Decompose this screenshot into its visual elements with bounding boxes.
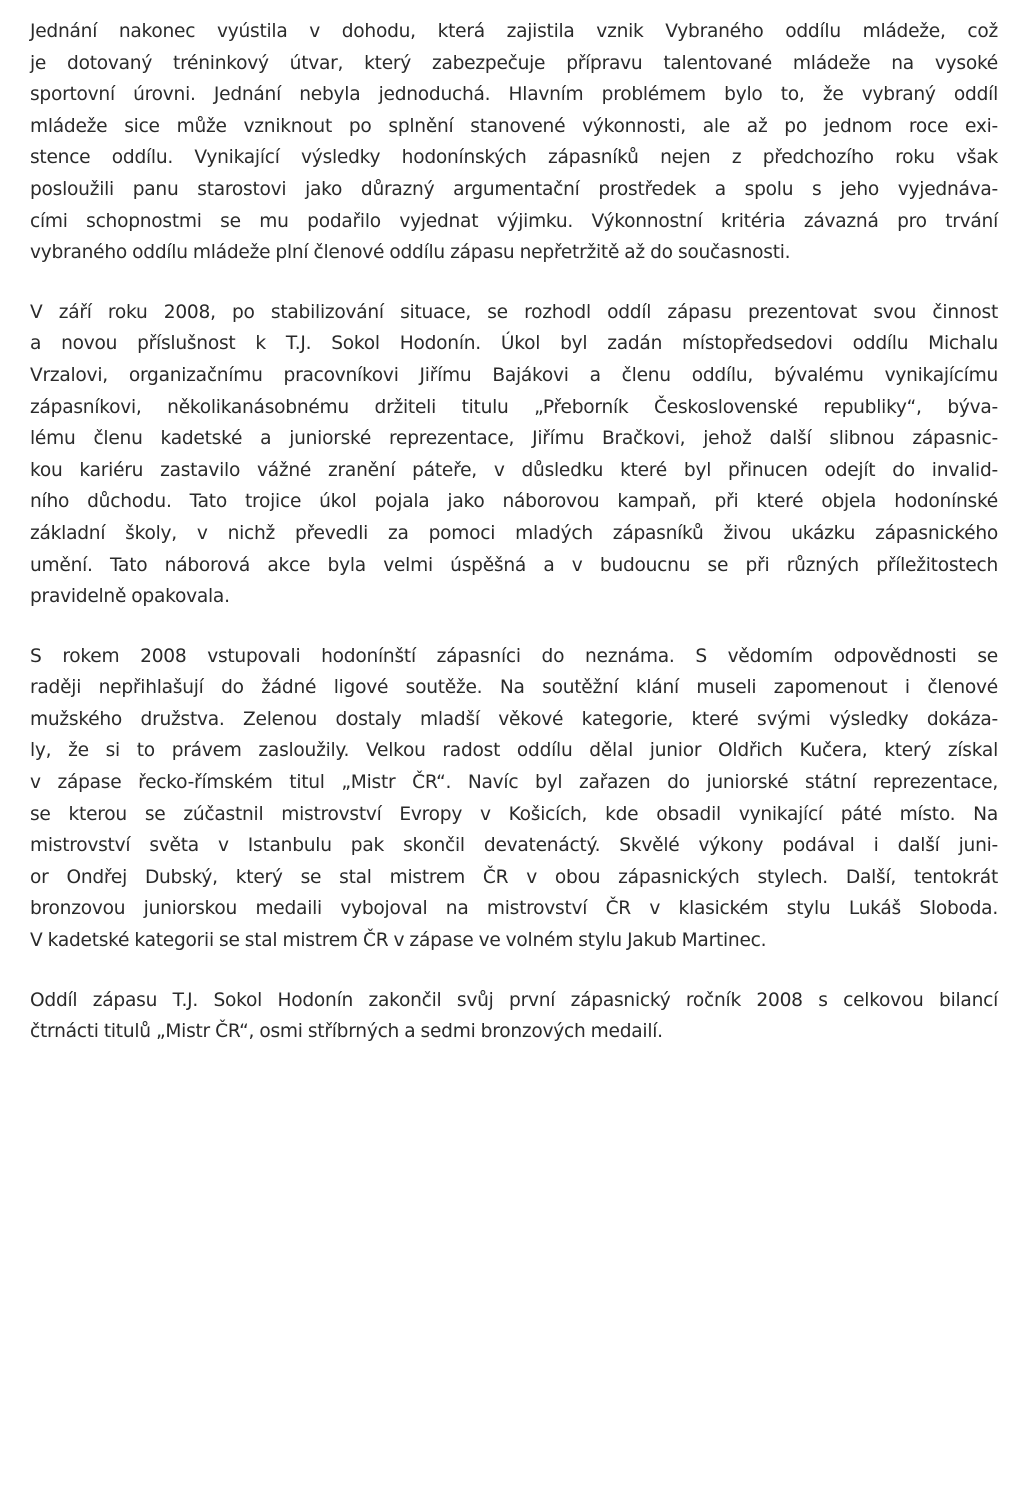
text-line: lému členu kadetské a juniorské reprezentace, Jiřímu Bračkovi, jehož další slibnou zápasnic- — [30, 428, 998, 450]
text-line: Oddíl zápasu T.J. Sokol Hodonín zakončil svůj první zápasnický ročník 2008 s celkovou bilancí — [30, 989, 998, 1011]
text-line: kou kariéru zastavilo vážné zranění páteře, v důsledku které byl přinucen odejít do invalid- — [30, 459, 998, 481]
text-line: S rokem 2008 vstupovali hodonínští zápasníci do neznáma. S vědomím odpovědnosti se — [30, 645, 998, 667]
text-line: stence oddílu. Vynikající výsledky hodonínských zápasníků nejen z předchozího roku však — [30, 147, 998, 169]
text-line: mládeže sice může vzniknout po splnění stanovené výkonnosti, ale až po jednom roce exi- — [30, 115, 998, 137]
text-line: základní školy, v nichž převedli za pomoci mladých zápasníků živou ukázku zápasnického — [30, 522, 998, 544]
text-line: posloužili panu starostovi jako důrazný argumentační prostředek a spolu s jeho vyjednáva- — [30, 178, 998, 200]
text-line: sportovní úrovni. Jednání nebyla jednoduchá. Hlavním problémem bylo to, že vybraný oddíl — [30, 84, 998, 106]
text-line: se kterou se zúčastnil mistrovství Evropy v Košicích, kde obsadil vynikající páté místo. Na — [30, 803, 998, 825]
text-line: or Ondřej Dubský, který se stal mistrem ČR v obou zápasnických stylech. Další, tentokrát — [30, 866, 998, 888]
text-line: umění. Tato náborová akce byla velmi úspěšná a v budoucnu se při různých příležitostech — [30, 554, 998, 576]
text-line: Vrzalovi, organizačnímu pracovníkovi Jiřímu Bajákovi a členu oddílu, bývalému vynikajícímu — [30, 364, 998, 386]
text-line: cími schopnostmi se mu podařilo vyjednat výjimku. Výkonnostní kritéria závazná pro trvání — [30, 210, 998, 232]
text-line: mužského družstva. Zelenou dostaly mladší věkové kategorie, které svými výsledky dokáza- — [30, 708, 998, 730]
text-line: zápasníkovi, několikanásobnému držiteli titulu „Přeborník Československé republiky“, býva- — [30, 396, 998, 418]
document-page — [30, 16, 998, 1076]
text-line: a novou příslušnost k T.J. Sokol Hodonín. Úkol byl zadán místopředsedovi oddílu Michalu — [30, 333, 998, 355]
paragraph-4 — [30, 985, 998, 1048]
paragraph-1 — [30, 16, 998, 269]
text-line: čtrnácti titulů „Mistr ČR“, osmi stříbrných a sedmi bronzových medailí. — [30, 1021, 663, 1043]
text-line: vybraného oddílu mládeže plní členové oddílu zápasu nepřetržitě až do současnosti. — [30, 242, 791, 264]
text-line: pravidelně opakovala. — [30, 586, 230, 608]
text-line: ního důchodu. Tato trojice úkol pojala jako náborovou kampaň, při které objela hodonínské — [30, 491, 998, 513]
text-line: bronzovou juniorskou medaili vybojoval na mistrovství ČR v klasickém stylu Lukáš Sloboda. — [30, 898, 998, 920]
text-line: V září roku 2008, po stabilizování situace, se rozhodl oddíl zápasu prezentovat svou činnost — [30, 301, 998, 323]
text-line: je dotovaný tréninkový útvar, který zabezpečuje přípravu talentované mládeže na vysoké — [30, 52, 998, 74]
paragraph-2 — [30, 297, 998, 613]
text-line: ly, že si to právem zasloužily. Velkou radost oddílu dělal junior Oldřich Kučera, který získal — [30, 740, 998, 762]
text-line: mistrovství světa v Istanbulu pak skončil devatenáctý. Skvělé výkony podával i další juni- — [30, 835, 998, 857]
text-line: V kadetské kategorii se stal mistrem ČR v zápase ve volném stylu Jakub Martinec. — [30, 930, 767, 952]
text-line: raději nepřihlašují do žádné ligové soutěže. Na soutěžní klání museli zapomenout i členové — [30, 677, 998, 699]
text-line: v zápase řecko-římském titul „Mistr ČR“. Navíc byl zařazen do juniorské státní reprezentace, — [30, 772, 998, 794]
text-line: Jednání nakonec vyústila v dohodu, která zajistila vznik Vybraného oddílu mládeže, což — [30, 21, 998, 42]
paragraph-3 — [30, 641, 998, 957]
